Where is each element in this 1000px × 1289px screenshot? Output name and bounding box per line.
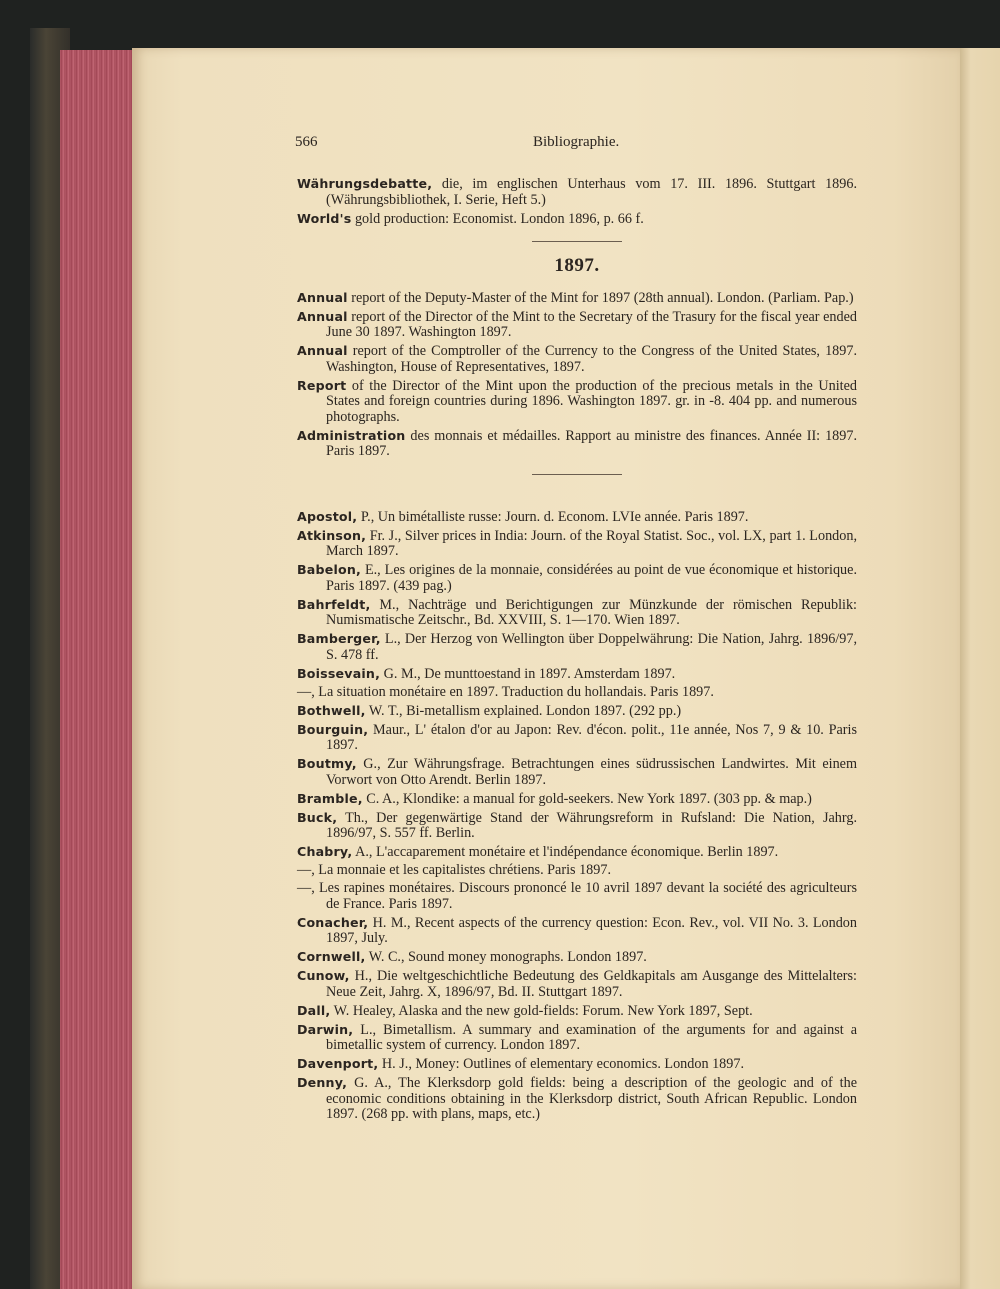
entry-author: Dall, bbox=[297, 1002, 331, 1018]
spacer bbox=[297, 491, 857, 509]
entry-text: —, Les rapines monétaires. Discours prononcé le 10 avril 1897 devant la société des agriculteurs de France. Paris 1897. bbox=[297, 880, 857, 912]
section-divider bbox=[532, 474, 622, 475]
entry-author: Bamberger, bbox=[297, 631, 381, 646]
section-1896-tail bbox=[297, 176, 857, 227]
entry-author: Annual bbox=[297, 308, 348, 324]
bibliography-entry bbox=[297, 378, 857, 426]
bibliography-entry bbox=[297, 1022, 857, 1054]
entry-text: M., Nachträge und Berichtigungen zur Münzkunde der römischen Republik: Numismatische Zeitschr., Bd. XXVIII, S. 1—170. Wien 1897. bbox=[326, 596, 857, 628]
bibliography-entry bbox=[297, 631, 857, 663]
entry-text: C. A., Klondike: a manual for gold-seekers. New York 1897. (303 pp. & map.) bbox=[362, 790, 812, 807]
bibliography-entry bbox=[297, 1003, 857, 1020]
entry-author: Cornwell, bbox=[297, 949, 366, 964]
entry-author: Conacher, bbox=[297, 914, 369, 930]
entry-text: Th., Der gegenwärtige Stand der Währungsreform in Rufsland: Die Nation, Jahrg. 1896/97, S. 557 ff. Berlin. bbox=[326, 809, 857, 841]
entry-text: W. Healey, Alaska and the new gold-fields: Forum. New York 1897, Sept. bbox=[330, 1002, 753, 1019]
bibliography-entry bbox=[297, 666, 857, 683]
bibliography-entry bbox=[297, 528, 857, 560]
entry-text: E., Les origines de la monnaie, considérées au point de vue économique et historique. Paris 1897. (439 pag.) bbox=[326, 562, 857, 594]
bibliography-entry bbox=[297, 309, 857, 341]
page-header bbox=[295, 134, 855, 156]
entry-author: Atkinson, bbox=[297, 527, 367, 543]
entry-text: L., Der Herzog von Wellington über Doppelwährung: Die Nation, Jahrg. 1896/97, S. 478 ff. bbox=[326, 631, 857, 663]
entry-author: Bramble, bbox=[297, 790, 363, 806]
entry-author: Davenport, bbox=[297, 1056, 379, 1071]
entry-text: G. M., De munttoestand in 1897. Amsterdam 1897. bbox=[380, 665, 676, 682]
entry-text: H. M., Recent aspects of the currency question: Econ. Rev., vol. VII No. 3. London 1897, July. bbox=[326, 914, 857, 946]
entry-text: H., Die weltgeschichtliche Bedeutung des Geldkapitals am Ausgange des Mittelalters: Neue Zeit, Jahrg. X, 1896/97, Bd. II. Stuttgart 1897. bbox=[326, 968, 857, 1000]
bibliography-entry bbox=[297, 722, 857, 754]
entry-author: Administration bbox=[297, 427, 406, 443]
entry-text: report of the Director of the Mint to the Secretary of the Trasury for the fiscal year ended June 30 1897. Washington 1897. bbox=[326, 308, 857, 340]
entry-author: Cunow, bbox=[297, 968, 350, 983]
entry-text: Maur., L' étalon d'or au Japon: Rev. d'écon. polit., 11e année, Nos 7, 9 & 10. Paris 1897. bbox=[326, 721, 857, 753]
bibliography-entry bbox=[297, 756, 857, 788]
bibliography-entry bbox=[297, 881, 857, 912]
bibliography-entry bbox=[297, 597, 857, 629]
entry-author: Währungsdebatte, bbox=[297, 176, 433, 191]
entry-text: G. A., The Klerksdorp gold fields: being a description of the geologic and of the economic conditions obtaining in the Klerksdorp district, South African Republic. London 1897. (268 pp. with plans, maps, etc.) bbox=[326, 1075, 857, 1122]
bibliography-entry bbox=[297, 915, 857, 947]
bibliography-entry bbox=[297, 1075, 857, 1123]
bibliography-content bbox=[297, 176, 857, 1125]
entry-text: of the Director of the Mint upon the production of the precious metals in the United States and foreign countries during 1896. Washington 1897. gr. in -8. 404 pp. and numerous photographs. bbox=[326, 377, 857, 425]
entry-text: —, La situation monétaire en 1897. Traduction du hollandais. Paris 1897. bbox=[297, 683, 714, 700]
entry-author: Babelon, bbox=[297, 562, 361, 577]
bibliography-entry bbox=[297, 428, 857, 460]
entry-text: Fr. J., Silver prices in India: Journ. of the Royal Statist. Soc., vol. LX, part 1. London, March 1897. bbox=[326, 527, 857, 559]
entry-author: Bourguin, bbox=[297, 721, 369, 737]
bibliography-entry bbox=[297, 343, 857, 375]
entry-author: Boutmy, bbox=[297, 756, 357, 771]
entry-text: —, La monnaie et les capitalistes chrétiens. Paris 1897. bbox=[297, 862, 612, 878]
entry-author: Boissevain, bbox=[297, 665, 381, 681]
bibliography-entry bbox=[297, 863, 857, 879]
entry-text: W. T., Bi-metallism explained. London 1897. (292 pp.) bbox=[365, 702, 682, 719]
entry-text: des monnais et médailles. Rapport au ministre des finances. Année II: 1897. Paris 1897. bbox=[326, 427, 857, 459]
bibliography-entry bbox=[297, 509, 857, 526]
bibliography-entry bbox=[297, 290, 857, 307]
bibliography-entry bbox=[297, 1056, 857, 1073]
entry-text: H. J., Money: Outlines of elementary economics. London 1897. bbox=[378, 1056, 745, 1072]
entry-author: Report bbox=[297, 377, 347, 393]
entry-text: report of the Comptroller of the Currency to the Congress of the United States, 1897. Washington, House of Representatives, 1897. bbox=[326, 343, 857, 375]
bibliography-entry bbox=[297, 844, 857, 861]
entry-author: Apostol, bbox=[297, 508, 358, 524]
bibliography-entry bbox=[297, 176, 857, 208]
entry-author: Denny, bbox=[297, 1075, 348, 1090]
bibliography-entry bbox=[297, 791, 857, 808]
entry-author: Annual bbox=[297, 343, 348, 358]
bibliography-entry bbox=[297, 211, 857, 228]
bibliography-entry bbox=[297, 968, 857, 1000]
entry-author: Bothwell, bbox=[297, 702, 366, 718]
entry-text: gold production: Economist. London 1896, p. 66 f. bbox=[351, 210, 644, 227]
entry-text: A., L'accaparement monétaire et l'indépendance économique. Berlin 1897. bbox=[352, 844, 779, 860]
entry-text: W. C., Sound money monographs. London 1897. bbox=[365, 949, 647, 965]
entry-author: Chabry, bbox=[297, 844, 353, 859]
entry-text: die, im englischen Unterhaus vom 17. III. 1896. Stuttgart 1896. (Währungsbibliothek, I. Serie, Heft 5.) bbox=[326, 176, 857, 208]
section-divider bbox=[532, 241, 622, 242]
entry-text: G., Zur Währungsfrage. Betrachtungen eines südrussischen Landwirtes. Mit einem Vorwort von Otto Arendt. Berlin 1897. bbox=[326, 756, 857, 788]
page-number: 566 bbox=[295, 134, 318, 150]
bibliography-entry bbox=[297, 810, 857, 842]
section-1897-official bbox=[297, 290, 857, 460]
page-edges bbox=[60, 50, 134, 1289]
entry-author: Darwin, bbox=[297, 1021, 354, 1037]
entry-author: World's bbox=[297, 210, 352, 226]
bibliography-entry bbox=[297, 562, 857, 594]
year-heading: 1897. bbox=[554, 255, 600, 276]
bibliography-entry bbox=[297, 703, 857, 720]
entry-author: Buck, bbox=[297, 809, 338, 825]
entry-author: Bahrfeldt, bbox=[297, 596, 371, 612]
running-head: Bibliographie. bbox=[533, 134, 620, 150]
entry-author: Annual bbox=[297, 289, 348, 305]
bibliography-entry bbox=[297, 949, 857, 966]
facing-page-edge bbox=[958, 48, 1000, 1289]
entry-text: L., Bimetallism. A summary and examination of the arguments for and against a bimetallic system of currency. London 1897. bbox=[326, 1021, 857, 1053]
entry-text: P., Un bimétalliste russe: Journ. d. Econom. LVIe année. Paris 1897. bbox=[357, 508, 749, 525]
entry-text: report of the Deputy-Master of the Mint for 1897 (28th annual). London. (Parliam. Pap.) bbox=[347, 289, 854, 306]
bibliography-entry bbox=[297, 685, 857, 701]
section-1897-authors bbox=[297, 509, 857, 1123]
